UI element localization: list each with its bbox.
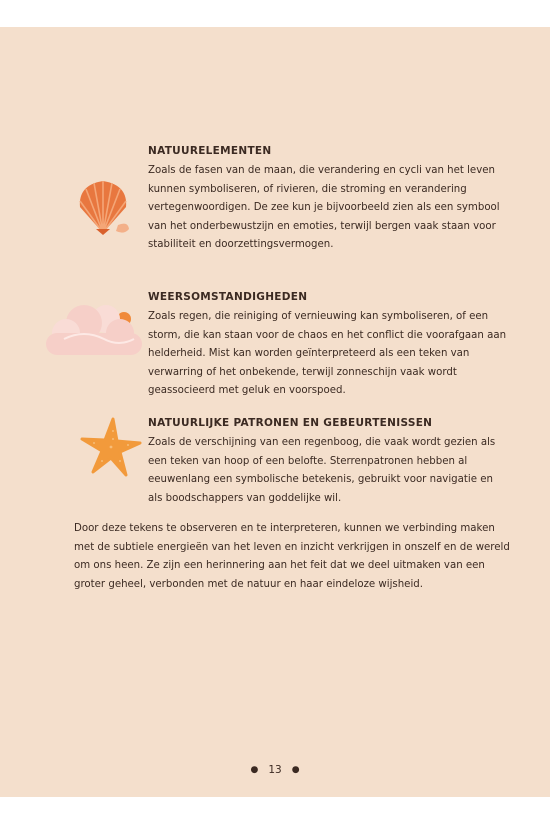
scallop-shell-icon (74, 177, 132, 241)
section-heading: WEERSOMSTANDIGHEDEN (148, 291, 308, 303)
section-heading: NATUURLIJKE PATRONEN EN GEBEURTENISSEN (148, 417, 433, 429)
page-footer (0, 764, 550, 776)
page-number: 13 (268, 764, 282, 776)
closing-paragraph: Door deze tekens te observeren en te interpreteren, kunnen we verbinding maken met de subtiele energieën van het leven en inzicht verkrijgen in onszelf en de wereld om ons heen. Ze zijn een herinnering aan het feit dat we deel uitmaken van een groter geheel, verbonden met de natuur en haar eindeloze wijsheid. (74, 523, 510, 590)
section-natural-elements (148, 144, 508, 255)
section-weather (148, 290, 508, 401)
section-text: Zoals de verschijning van een regenboog, die vaak wordt gezien als een teken van hoop of een belofte. Sterrenpatronen hebben al eeuwenlang een symbolische betekenis, gebruikt voor navigatie en als boodschappers van goddelijke wil. (148, 437, 496, 504)
cloud-sun-icon (44, 299, 144, 363)
starfish-icon (80, 415, 142, 483)
section-natural-patterns (148, 416, 508, 508)
section-text: Zoals regen, die reiniging of vernieuwing kan symboliseren, of een storm, die kan staan voor de chaos en het conflict die voorafgaan aan helderheid. Mist kan worden geïnterpreteerd als een teken van verwarring of het onbekende, terwijl zonneschijn vaak wordt geassocieerd met geluk en voorspoed. (148, 311, 507, 397)
bullet-icon: ● (291, 765, 300, 775)
section-heading: NATUURELEMENTEN (148, 145, 272, 157)
bullet-icon: ● (250, 765, 259, 775)
book-page (0, 27, 550, 797)
section-text: Zoals de fasen van de maan, die verandering en cycli van het leven kunnen symboliseren, of rivieren, die stroming en verandering vertegenwoordigen. De zee kun je bijvoorbeeld zien als een symbool van het onderbewustzijn en emoties, terwijl bergen vaak staan voor stabiliteit en doorzettingsvermogen. (148, 165, 500, 251)
